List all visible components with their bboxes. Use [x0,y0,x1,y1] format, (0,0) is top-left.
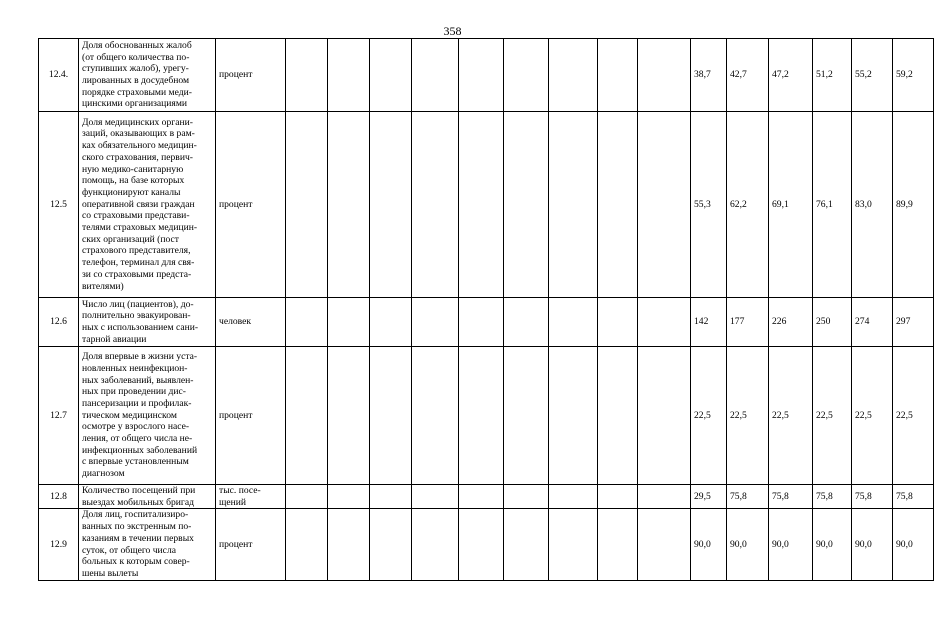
empty-cell [286,298,328,347]
empty-cell [370,112,412,298]
indicator-name-line: ских организаций (пост [82,233,179,245]
empty-cell [638,112,691,298]
empty-cell [412,39,459,112]
indicator-name-line: ных заболеваний, выявлен- [82,374,194,386]
value-cell: 76,1 [813,112,852,298]
unit-cell: человек [216,298,286,347]
indicator-name-line: ского страхования, первич- [82,151,193,163]
indicator-name-line: Количество посещений при [82,485,196,496]
value-cell: 69,1 [769,112,813,298]
table-body [39,39,934,581]
empty-cell [286,39,328,112]
indicator-name-line: суток, от общего числа [82,544,176,556]
value-cell: 51,2 [813,39,852,112]
indicator-name-line: телефон, терминал для свя- [82,257,195,269]
row-number: 12.6 [39,298,79,347]
empty-cell [412,298,459,347]
row-number: 12.5 [39,112,79,298]
empty-cell [638,298,691,347]
indicator-name-line: порядке страховыми меди- [82,86,192,98]
value-cell: 22,5 [852,347,893,485]
empty-cell [412,509,459,580]
table-row [39,298,934,347]
value-cell: 42,7 [727,39,769,112]
indicator-name-line: ных при проведении дис- [82,386,186,398]
value-cell: 75,8 [769,485,813,509]
unit-line: тыс. посе- [219,485,261,496]
empty-cell [549,112,598,298]
empty-cell [638,347,691,485]
indicators-table [38,38,934,581]
empty-cell [286,347,328,485]
value-cell: 47,2 [769,39,813,112]
empty-cell [459,485,504,509]
indicator-name-line: тарной авиации [82,333,147,345]
value-cell: 90,0 [769,509,813,580]
empty-cell [328,112,370,298]
value-cell: 90,0 [727,509,769,580]
indicator-name [79,298,216,347]
value-cell: 62,2 [727,112,769,298]
indicator-name-line: диагнозом [82,468,125,480]
empty-cell [328,485,370,509]
indicator-name [79,39,216,112]
indicator-name-line: Доля лиц, госпитализиро- [82,509,189,521]
value-cell: 22,5 [893,347,934,485]
empty-cell [459,39,504,112]
value-cell: 22,5 [727,347,769,485]
value-cell: 90,0 [813,509,852,580]
indicator-name-line: лированных в досудебном [82,75,190,86]
empty-cell [412,485,459,509]
indicator-name-line: Доля впервые в жизни уста- [82,351,198,363]
indicator-name-line: тическом медицинском [82,409,177,421]
row-number: 12.8 [39,485,79,509]
indicator-name-line: Число лиц (пациентов), до- [82,298,194,310]
empty-cell [459,112,504,298]
empty-cell [459,347,504,485]
value-cell: 90,0 [852,509,893,580]
indicator-name-line: помощь, на базе которых [82,175,185,187]
indicator-name-line: ных с использованием сани- [82,322,199,333]
value-cell: 55,2 [852,39,893,112]
empty-cell [504,485,549,509]
value-cell: 75,8 [852,485,893,509]
empty-cell [328,509,370,580]
empty-cell [549,39,598,112]
empty-cell [286,112,328,298]
value-cell: 177 [727,298,769,347]
value-cell: 274 [852,298,893,347]
empty-cell [286,509,328,580]
empty-cell [370,298,412,347]
value-cell: 75,8 [813,485,852,509]
indicator-name-line: (от общего количества по- [82,51,190,63]
value-cell: 29,5 [691,485,727,509]
empty-cell [286,485,328,509]
indicator-name-line: больных к которым совер- [82,556,190,568]
empty-cell [459,298,504,347]
row-number: 12.7 [39,347,79,485]
unit-line: щений [219,496,247,508]
unit-cell: процент [216,39,286,112]
empty-cell [598,347,638,485]
empty-cell [504,298,549,347]
indicator-name-line: цинскими организациями [82,98,188,110]
indicator-name-line: ванных по экстренным по- [82,521,192,533]
indicator-name-line: ступивших жалоб), урегу- [82,63,189,75]
indicator-name-line: с впервые установленным [82,456,189,468]
empty-cell [549,509,598,580]
unit-cell: процент [216,509,286,580]
indicator-name-line: функционируют каналы [82,186,181,198]
indicator-name [79,112,216,298]
empty-cell [504,347,549,485]
table-row [39,509,934,580]
empty-cell [328,347,370,485]
value-cell: 226 [769,298,813,347]
empty-cell [598,485,638,509]
value-cell: 89,9 [893,112,934,298]
indicator-name-line: ления, от общего числа не- [82,433,193,445]
unit-cell: процент [216,112,286,298]
indicator-name-line: пансеризации и профилак- [82,397,192,409]
empty-cell [370,39,412,112]
value-cell: 90,0 [691,509,727,580]
table-row [39,347,934,485]
empty-cell [638,509,691,580]
row-number: 12.4. [39,39,79,112]
indicator-name-line: осмотре у взрослого насе- [82,421,190,433]
indicator-name-line: выездах мобильных бригад [82,496,195,508]
indicator-name-line: со страховыми представи- [82,210,190,222]
value-cell: 59,2 [893,39,934,112]
row-number: 12.9 [39,509,79,580]
indicator-name-line: ках обязательного медицин- [82,140,197,152]
table-row [39,112,934,298]
indicator-name-line: Доля обоснованных жалоб [82,39,192,51]
empty-cell [598,112,638,298]
indicator-name-line: заций, оказывающих в рам- [82,128,195,140]
unit-cell [216,485,286,509]
empty-cell [549,347,598,485]
table-row [39,39,934,112]
empty-cell [370,347,412,485]
table-row [39,485,934,509]
value-cell: 22,5 [769,347,813,485]
indicator-name-line: страхового представителя, [82,245,191,257]
empty-cell [504,509,549,580]
empty-cell [504,112,549,298]
empty-cell [549,298,598,347]
page-number: 358 [443,24,462,38]
indicator-name-line: вителями) [82,280,124,292]
value-cell: 55,3 [691,112,727,298]
value-cell: 83,0 [852,112,893,298]
empty-cell [638,39,691,112]
value-cell: 90,0 [893,509,934,580]
indicator-name-line: полнительно эвакуирован- [82,310,191,322]
value-cell: 250 [813,298,852,347]
value-cell: 142 [691,298,727,347]
empty-cell [598,509,638,580]
empty-cell [598,298,638,347]
empty-cell [638,485,691,509]
empty-cell [370,485,412,509]
empty-cell [459,509,504,580]
indicator-name-line: Доля медицинских органи- [82,116,193,128]
indicator-name-line: телями страховых медицин- [82,222,198,234]
indicator-name-line: ную медико-санитарную [82,163,184,175]
value-cell: 38,7 [691,39,727,112]
value-cell: 75,8 [727,485,769,509]
empty-cell [549,485,598,509]
indicator-name-line: зи со страховыми предста- [82,268,192,280]
indicator-name [79,509,216,580]
indicator-name [79,347,216,485]
empty-cell [412,347,459,485]
indicator-name-line: инфекционных заболеваний [82,444,198,456]
value-cell: 297 [893,298,934,347]
empty-cell [504,39,549,112]
empty-cell [598,39,638,112]
indicator-name-line: шены вылеты [82,567,139,579]
value-cell: 75,8 [893,485,934,509]
indicator-name [79,485,216,509]
empty-cell [328,298,370,347]
empty-cell [370,509,412,580]
value-cell: 22,5 [813,347,852,485]
indicator-name-line: оперативной связи граждан [82,198,195,210]
value-cell: 22,5 [691,347,727,485]
empty-cell [412,112,459,298]
unit-cell: процент [216,347,286,485]
indicator-name-line: новленных неинфекцион- [82,362,188,374]
indicator-name-line: казаниям в течении первых [82,532,194,544]
empty-cell [328,39,370,112]
